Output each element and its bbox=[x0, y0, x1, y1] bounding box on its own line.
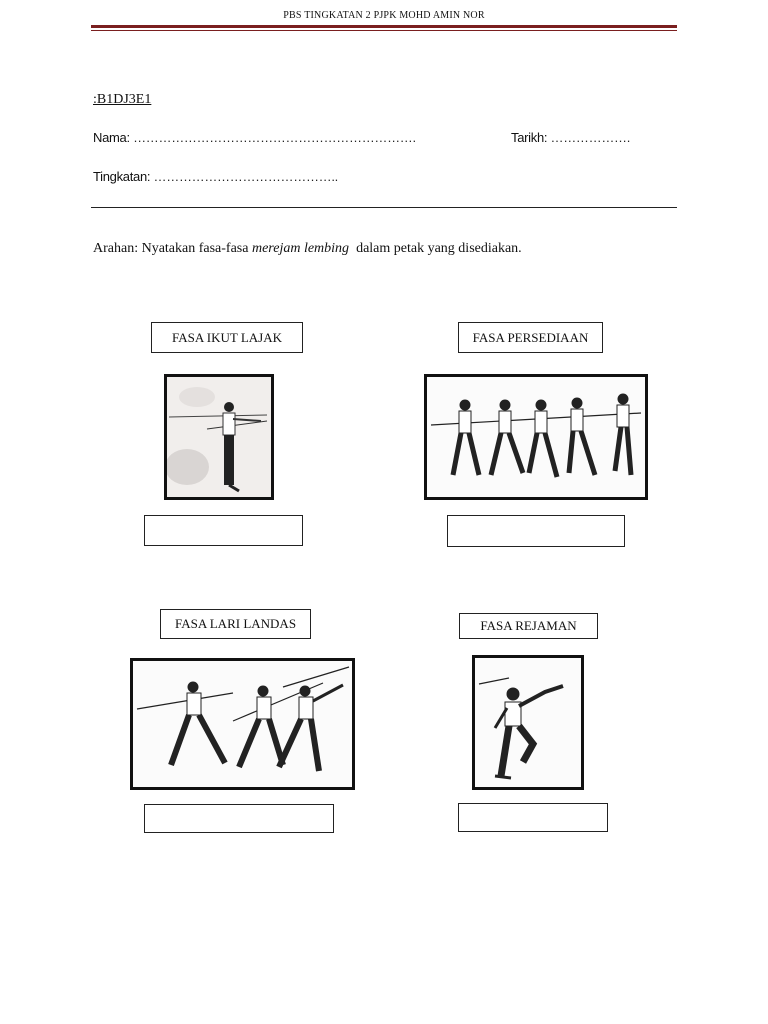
phase-label-rejaman: FASA REJAMAN bbox=[459, 613, 598, 639]
throwing-illustration bbox=[472, 655, 584, 790]
javelin-sequence-icon bbox=[427, 377, 645, 497]
nama-field bbox=[93, 130, 416, 145]
answer-box-rejaman[interactable] bbox=[458, 803, 608, 832]
preparation-illustration bbox=[424, 374, 648, 500]
tingkatan-blank[interactable]: …………………………………….. bbox=[153, 169, 338, 184]
section-divider bbox=[91, 207, 677, 208]
javelin-run-up-icon bbox=[133, 661, 352, 787]
nama-label: Nama: bbox=[93, 130, 130, 145]
run-up-illustration bbox=[130, 658, 355, 790]
header-rule-thin bbox=[91, 30, 677, 31]
worksheet-code: :B1DJ3E1 bbox=[93, 92, 152, 107]
phase-label-ikut-lajak: FASA IKUT LAJAK bbox=[151, 322, 303, 353]
instruction-italic: merejam lembing bbox=[251, 241, 350, 256]
tarikh-label: Tarikh: bbox=[511, 130, 548, 145]
instruction-prefix: Arahan: Nyatakan fasa-fasa bbox=[93, 241, 249, 256]
tingkatan-field bbox=[93, 169, 338, 184]
nama-blank[interactable]: …………………………………………………………. bbox=[133, 130, 416, 145]
answer-box-lari-landas[interactable] bbox=[144, 804, 334, 833]
answer-box-persediaan[interactable] bbox=[447, 515, 625, 547]
tingkatan-label: Tingkatan: bbox=[93, 169, 151, 184]
header-rule bbox=[91, 25, 677, 28]
phase-label-lari-landas: FASA LARI LANDAS bbox=[160, 609, 311, 639]
follow-through-illustration bbox=[164, 374, 274, 500]
answer-box-ikut-lajak[interactable] bbox=[144, 515, 303, 546]
javelin-figure-icon bbox=[167, 377, 271, 497]
instruction-suffix: dalam petak yang disediakan. bbox=[356, 241, 522, 256]
tarikh-field bbox=[511, 130, 630, 145]
instruction-text bbox=[93, 241, 522, 257]
page-header: PBS TINGKATAN 2 PJPK MOHD AMIN NOR bbox=[283, 10, 485, 21]
javelin-throw-icon bbox=[475, 658, 581, 787]
phase-label-persediaan: FASA PERSEDIAAN bbox=[458, 322, 603, 353]
tarikh-blank[interactable]: ………………. bbox=[550, 130, 631, 145]
